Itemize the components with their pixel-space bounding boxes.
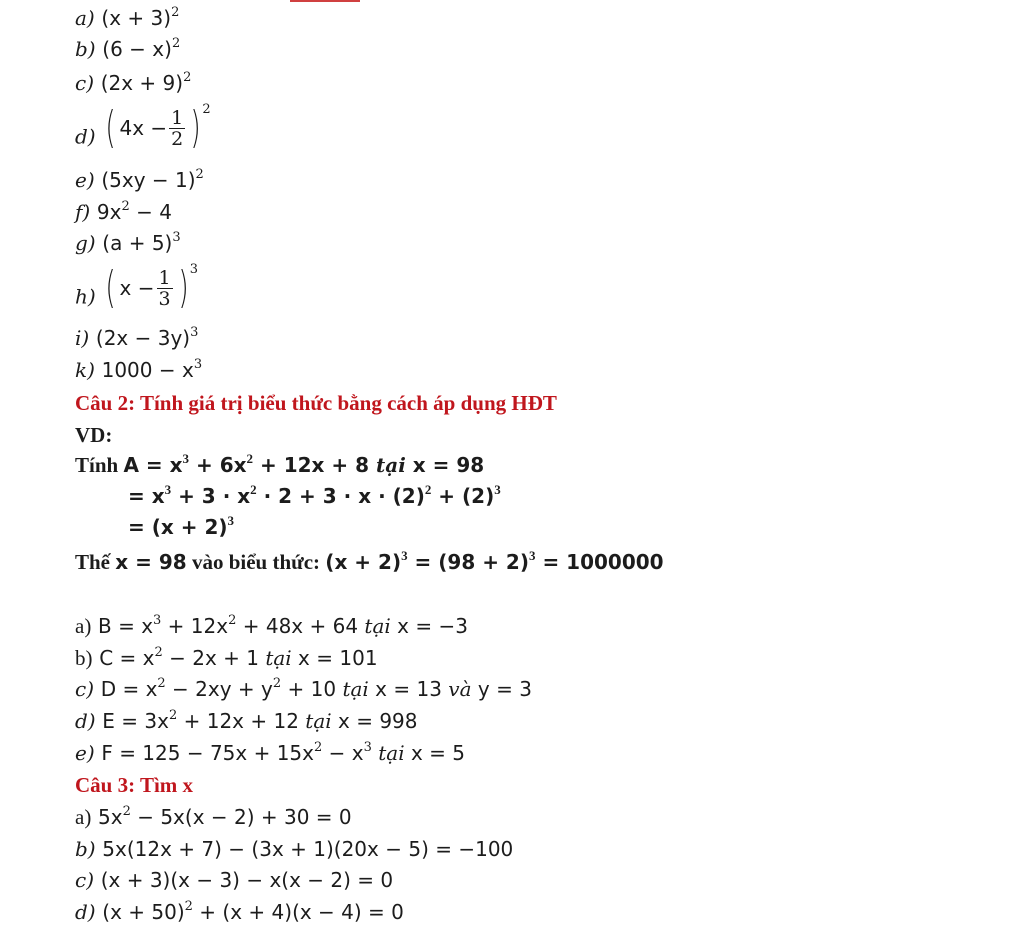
item-3d: d) $(x + 50)^2 + (x + 4)(x - 4) = 0$ [75, 899, 404, 924]
example-line-1: Tính $A = x^3 + 6x^2 + 12x + 8$ tại x = 98 [75, 451, 485, 477]
item-1h: h) ( x − $\frac{1}{3}$ ) 3 [75, 262, 199, 313]
item-2d: d) $E = 3x^2 + 12x + 12$ tại x = 998 [75, 708, 418, 733]
item-3b: b) 5x(12x + 7) − (3x + 1)(20x − 5) = −100 [75, 837, 514, 861]
item-2c: c) $D = x^2 - 2xy + y^2 + 10$ tại x = 13 và y = 3 [75, 676, 532, 701]
item-1e: e) $(5xy - 1)^2$ [75, 167, 204, 192]
example-line-2: = $x^3 + 3 \cdot x^2 \cdot 2 + 3 \cdot x \cdot (2)^2 + (2)^3$ [128, 482, 501, 508]
item-3c: c) (x + 3)(x − 3) − x(x − 2) = 0 [75, 868, 394, 892]
heading-cau-2: Câu 2: Tính giá trị biểu thức bằng cách áp dụng HĐT [75, 391, 557, 415]
top-red-mark [290, 0, 360, 2]
heading-cau-3: Câu 3: Tìm x [75, 773, 194, 797]
item-1k: k) $1000 - x^3$ [75, 357, 203, 382]
substitution-line: Thế x = 98 vào biểu thức: $(x + 2)^3 = (98 + 2)^3 = 1000000$ [75, 548, 664, 574]
item-1c: c) $(2x + 9)^2$ [75, 70, 192, 95]
item-1b: b) $(6 - x)^2$ [75, 36, 181, 61]
item-2a: a) $B = x^3 + 12x^2 + 48x + 64$ tại x = −3 [75, 613, 468, 638]
item-1i: i) $(2x - 3y)^3$ [75, 325, 199, 350]
item-1d: d) ( 4x − $\frac{1}{2}$ ) 2 [75, 102, 211, 153]
item-1a: a) $(x + 3)^2$ [75, 5, 180, 30]
item-1f: f) $9x^2 - 4$ [75, 199, 172, 224]
vd-label: VD: [75, 423, 113, 447]
item-2b: b) $C = x^2 - 2x + 1$ tại x = 101 [75, 645, 378, 670]
item-3a: a) $5x^2 - 5x(x - 2) + 30 = 0$ [75, 804, 352, 829]
item-2e: e) $F = 125 - 75x + 15x^2 - x^3$ tại x = 5 [75, 740, 465, 765]
item-1g: g) $(a + 5)^3$ [75, 230, 181, 255]
example-line-3: = $(x + 2)^3$ [128, 513, 235, 539]
